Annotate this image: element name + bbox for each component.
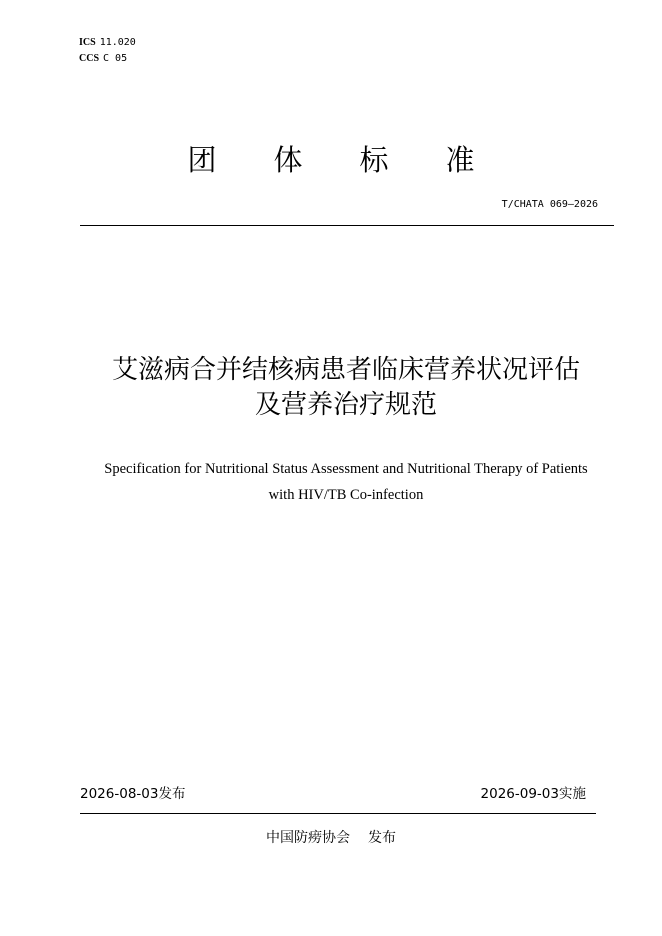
- implementation-date: 2026-09-03实施: [480, 786, 586, 802]
- english-title: [70, 456, 622, 508]
- publisher-action: 发布: [368, 830, 396, 846]
- standard-number: T/CHATA 069—2026: [501, 199, 598, 210]
- standard-type-char: 标: [359, 143, 389, 177]
- ccs-label: CCS: [79, 53, 100, 64]
- standard-type-char: 团: [187, 143, 217, 177]
- publisher: [0, 828, 662, 848]
- chinese-title-line: 艾滋病合并结核病患者临床营养状况评估: [111, 355, 580, 385]
- standard-type-char: 体: [273, 143, 303, 177]
- standard-type-heading: [0, 140, 662, 180]
- standard-type-char: 准: [445, 143, 475, 177]
- ics-value: 11.020: [99, 37, 136, 48]
- ccs-code: [79, 51, 136, 67]
- ics-label: ICS: [79, 37, 96, 48]
- chinese-title: [70, 353, 622, 423]
- chinese-title-line: 及营养治疗规范: [254, 390, 437, 420]
- top-divider: [80, 225, 614, 226]
- publisher-name: 中国防痨协会: [266, 830, 350, 846]
- bottom-divider: [80, 813, 596, 814]
- english-title-line: Specification for Nutritional Status Assessment and Nutritional Therapy of Patients: [104, 461, 588, 477]
- ccs-value: C 05: [103, 53, 128, 64]
- classification-codes: [79, 35, 136, 67]
- english-title-line: with HIV/TB Co-infection: [268, 487, 424, 503]
- ics-code: [79, 35, 136, 51]
- publish-date: 2026-08-03发布: [80, 786, 186, 802]
